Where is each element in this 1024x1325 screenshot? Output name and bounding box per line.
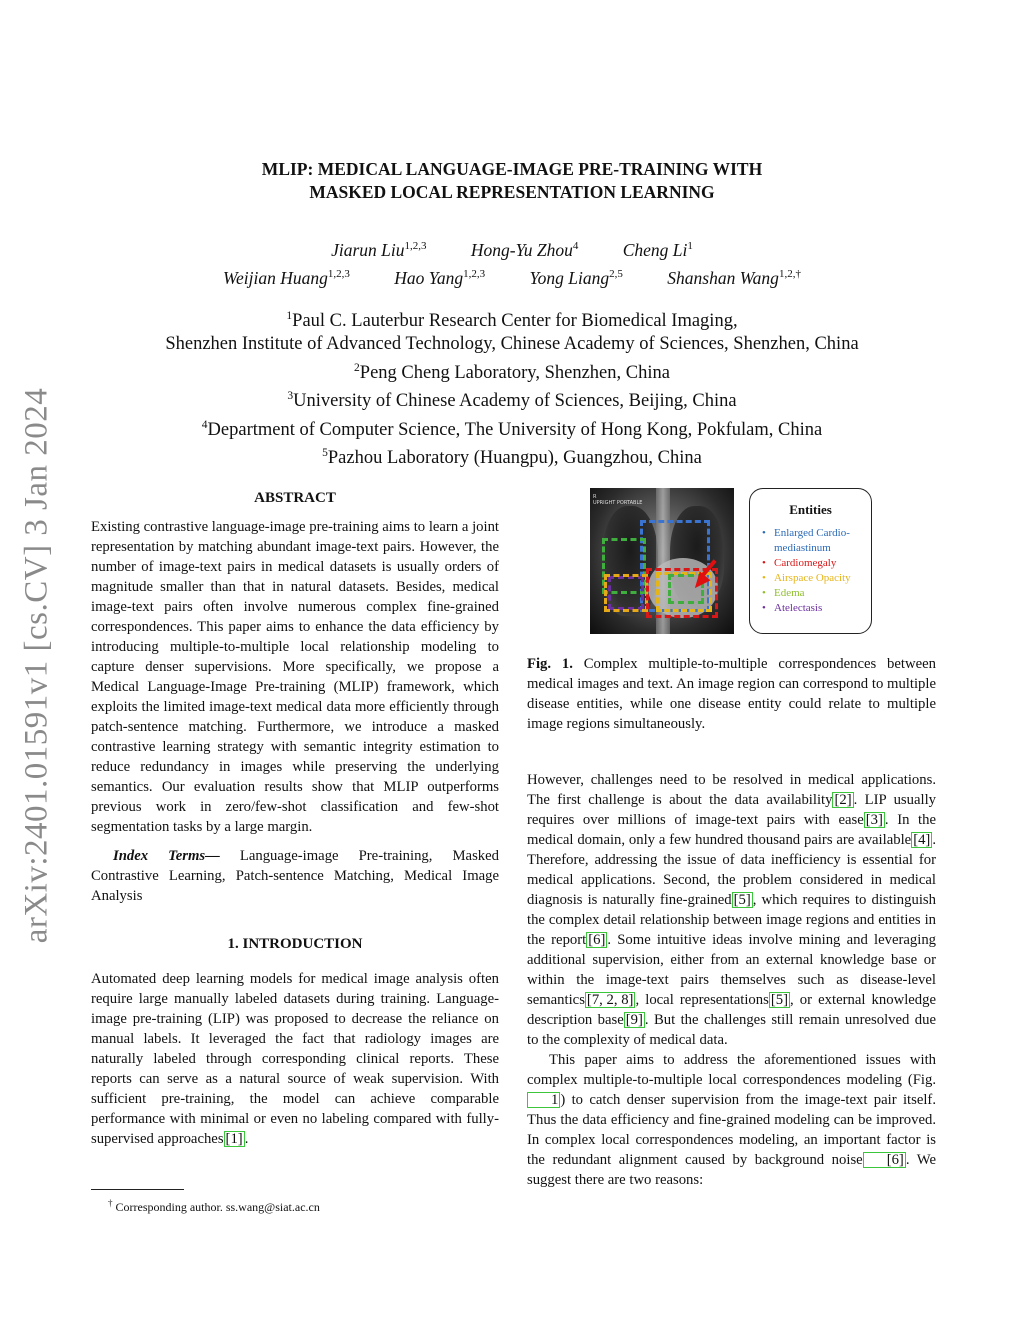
citation-link[interactable]: [5] — [770, 992, 788, 1008]
citation-link[interactable]: [7, 2, 8] — [586, 992, 634, 1008]
figure-label: Fig. 1. — [527, 656, 573, 672]
citation-link[interactable]: [3] — [865, 812, 883, 828]
paper-title — [0, 158, 1024, 204]
citation-link[interactable]: [2] — [834, 792, 852, 808]
citation-link[interactable]: [6] — [588, 932, 606, 948]
entity-atelectasis: • Atelectasis — [762, 602, 823, 614]
affiliation: $^2$Peng Cheng Laboratory, Shenzhen, China — [354, 361, 670, 383]
affiliation: Shenzhen Institute of Advanced Technology, Chinese Academy of Sciences, Shenzhen, China — [165, 334, 859, 355]
entity-airspace-opacity: • Airspace Opacity — [762, 572, 851, 584]
entity-enlarged-cardiomediastinum: • Enlarged Cardio- mediastinum — [762, 527, 850, 554]
right-column — [527, 654, 936, 1190]
left-column — [91, 490, 499, 1149]
entity-cardiomegaly: • Cardiomegaly — [762, 557, 837, 569]
index-terms-text: Language-image Pre-training, Masked Contrastive Learning, Patch-sentence Matching, Medical Image Analysis — [91, 848, 499, 904]
entities-heading: Entities — [789, 502, 832, 517]
bullet-icon: • — [762, 587, 766, 599]
author-row-1 — [0, 234, 1024, 262]
affiliation: $^4$Department of Computer Science, The University of Hong Kong, Pokfulam, China — [201, 418, 823, 440]
bullet-icon: • — [762, 572, 766, 584]
author: Yong Liang$^{2,5}$ — [529, 267, 623, 288]
title-line-1: MLIP: MEDICAL LANGUAGE-IMAGE PRE-TRAINING WITH — [261, 159, 763, 179]
arxiv-stamp-text: arXiv:2401.01591v1 [cs.CV] 3 Jan 2024 — [18, 387, 55, 943]
entity-edema: • Edema — [762, 587, 805, 599]
region-box-airspace-opacity — [604, 574, 648, 612]
intro-paragraph-3: This paper aims to address the aforementioned issues with complex multiple-to-multiple local correspondences modeling (Fig. 1 ) to catch denser supervision from the image-text pair itself. Thus the data efficiency and fine-grained modeling can be improved. In complex local correspondences modeling, an important factor is the redundant alignment caused by background noise [6] . We suggest there are two reasons: — [527, 1052, 936, 1188]
intro-heading: 1. INTRODUCTION — [227, 936, 363, 952]
figure-link[interactable]: 1 — [527, 1092, 560, 1108]
abstract-text: Existing contrastive language-image pre-training aims to learn a joint representation by matching abundant image-text pairs. However, the number of image-text pairs in medical datasets is usually orders of magnitude smaller than that in natural datasets. Besides, medical image-text pairs often involve numerous complex fine-grained correspondences. This paper aims to enhance the data efficiency by introducing multiple-to-multiple local relationship modeling to capture denser supervisions. More specifically, we propose a Medical Language-Image Pre-training (MLIP) framework, which exploits the limited image-text medical data more efficiently through patch-sentence matching. Furthermore, we introduce a masked contrastive learning strategy with semantic integrity estimation to reduce redundancy in images while preserving the underlying semantics. Our evaluation results show that MLIP outperforms previous work in zero/few-shot classification and few-shot segmentation tasks by a large margin. — [91, 519, 499, 835]
title-line-2: MASKED LOCAL REPRESENTATION LEARNING — [309, 182, 715, 202]
author: Weijian Huang$^{1,2,3}$ — [223, 267, 350, 288]
entities-legend — [749, 488, 872, 634]
citation-link[interactable]: [6] — [863, 1152, 906, 1168]
citation-link[interactable]: [4] — [913, 832, 931, 848]
chest-xray-image — [590, 488, 734, 634]
index-terms-label: Index Terms— — [113, 848, 220, 864]
author: Cheng Li$^1$ — [622, 239, 693, 260]
intro-paragraph-2: However, challenges need to be resolved in medical applications. The first challenge is about the data availability [2] . LIP usually requires over millions of image-text pairs with ease [3] . In the medical domain, only a few hundred thousand pairs are available [4] . Therefore, addressing the issue of data inefficiency is essential for medical applications. Second, the problem considered in medical diagnosis is naturally fine-grained [5] , which requires to distinguish the complex detail relationship between image regions and entities in the report [6] . Some intuitive ideas involve mining and leveraging additional supervision, either from an external knowledge base or within the image-text pairs themselves such as disease-level semantics [7, 2, 8] , local representations [5] , or external knowledge description base [9] . But the challenges still remain unresolved due to the complexity of medical data. — [527, 772, 937, 1048]
bullet-icon: • — [762, 557, 766, 569]
xray-label: R UPRIGHT PORTABLE — [593, 494, 643, 506]
footnote-rule — [91, 1189, 184, 1190]
index-terms — [91, 846, 499, 906]
bullet-icon: • — [762, 527, 766, 539]
figure-caption-text: Complex multiple-to-multiple correspondences between medical images and text. An image region can correspond to multiple disease entities, while one disease entity could relate to multiple image regions simultaneously. — [527, 656, 936, 732]
author: Hao Yang$^{1,2,3}$ — [394, 267, 486, 288]
affiliation: $^3$University of Chinese Academy of Sciences, Beijing, China — [287, 390, 737, 412]
figure-caption — [527, 654, 936, 734]
author-row-2 — [0, 262, 1024, 290]
intro-paragraph-1: Automated deep learning models for medical image analysis often require large manually labeled datasets during training. Language-image pre-training (LIP) was proposed to decrease the reliance on manual labels. It leveraged the fact that radiology images are naturally labeled through corresponding clinical reports. These reports can serve as a natural source of weak supervision. With sufficient pre-training, the model can achieve comparable performance with minimal or even no labeling compared with fully-supervised approaches [1] . — [91, 971, 499, 1147]
citation-link[interactable]: [1] — [225, 1131, 243, 1147]
footnote: † Corresponding author. ss.wang@siat.ac.cn — [108, 1198, 320, 1214]
bullet-icon: • — [762, 602, 766, 614]
abstract-heading: ABSTRACT — [254, 490, 336, 506]
author: Hong-Yu Zhou$^4$ — [470, 239, 579, 260]
affiliations — [0, 305, 1024, 471]
citation-link[interactable]: [5] — [733, 892, 751, 908]
entities-list — [750, 526, 871, 616]
affiliation: $^1$Paul C. Lauterbur Research Center for Biomedical Imaging, — [286, 310, 738, 332]
affiliation: $^5$Pazhou Laboratory (Huangpu), Guangzhou, China — [322, 447, 702, 469]
author: Shanshan Wang$^{1,2,\dagger}$ — [667, 267, 801, 288]
author: Jiarun Liu$^{1,2,3}$ — [331, 239, 427, 260]
author-list — [0, 234, 1024, 290]
citation-link[interactable]: [9] — [625, 1012, 643, 1028]
